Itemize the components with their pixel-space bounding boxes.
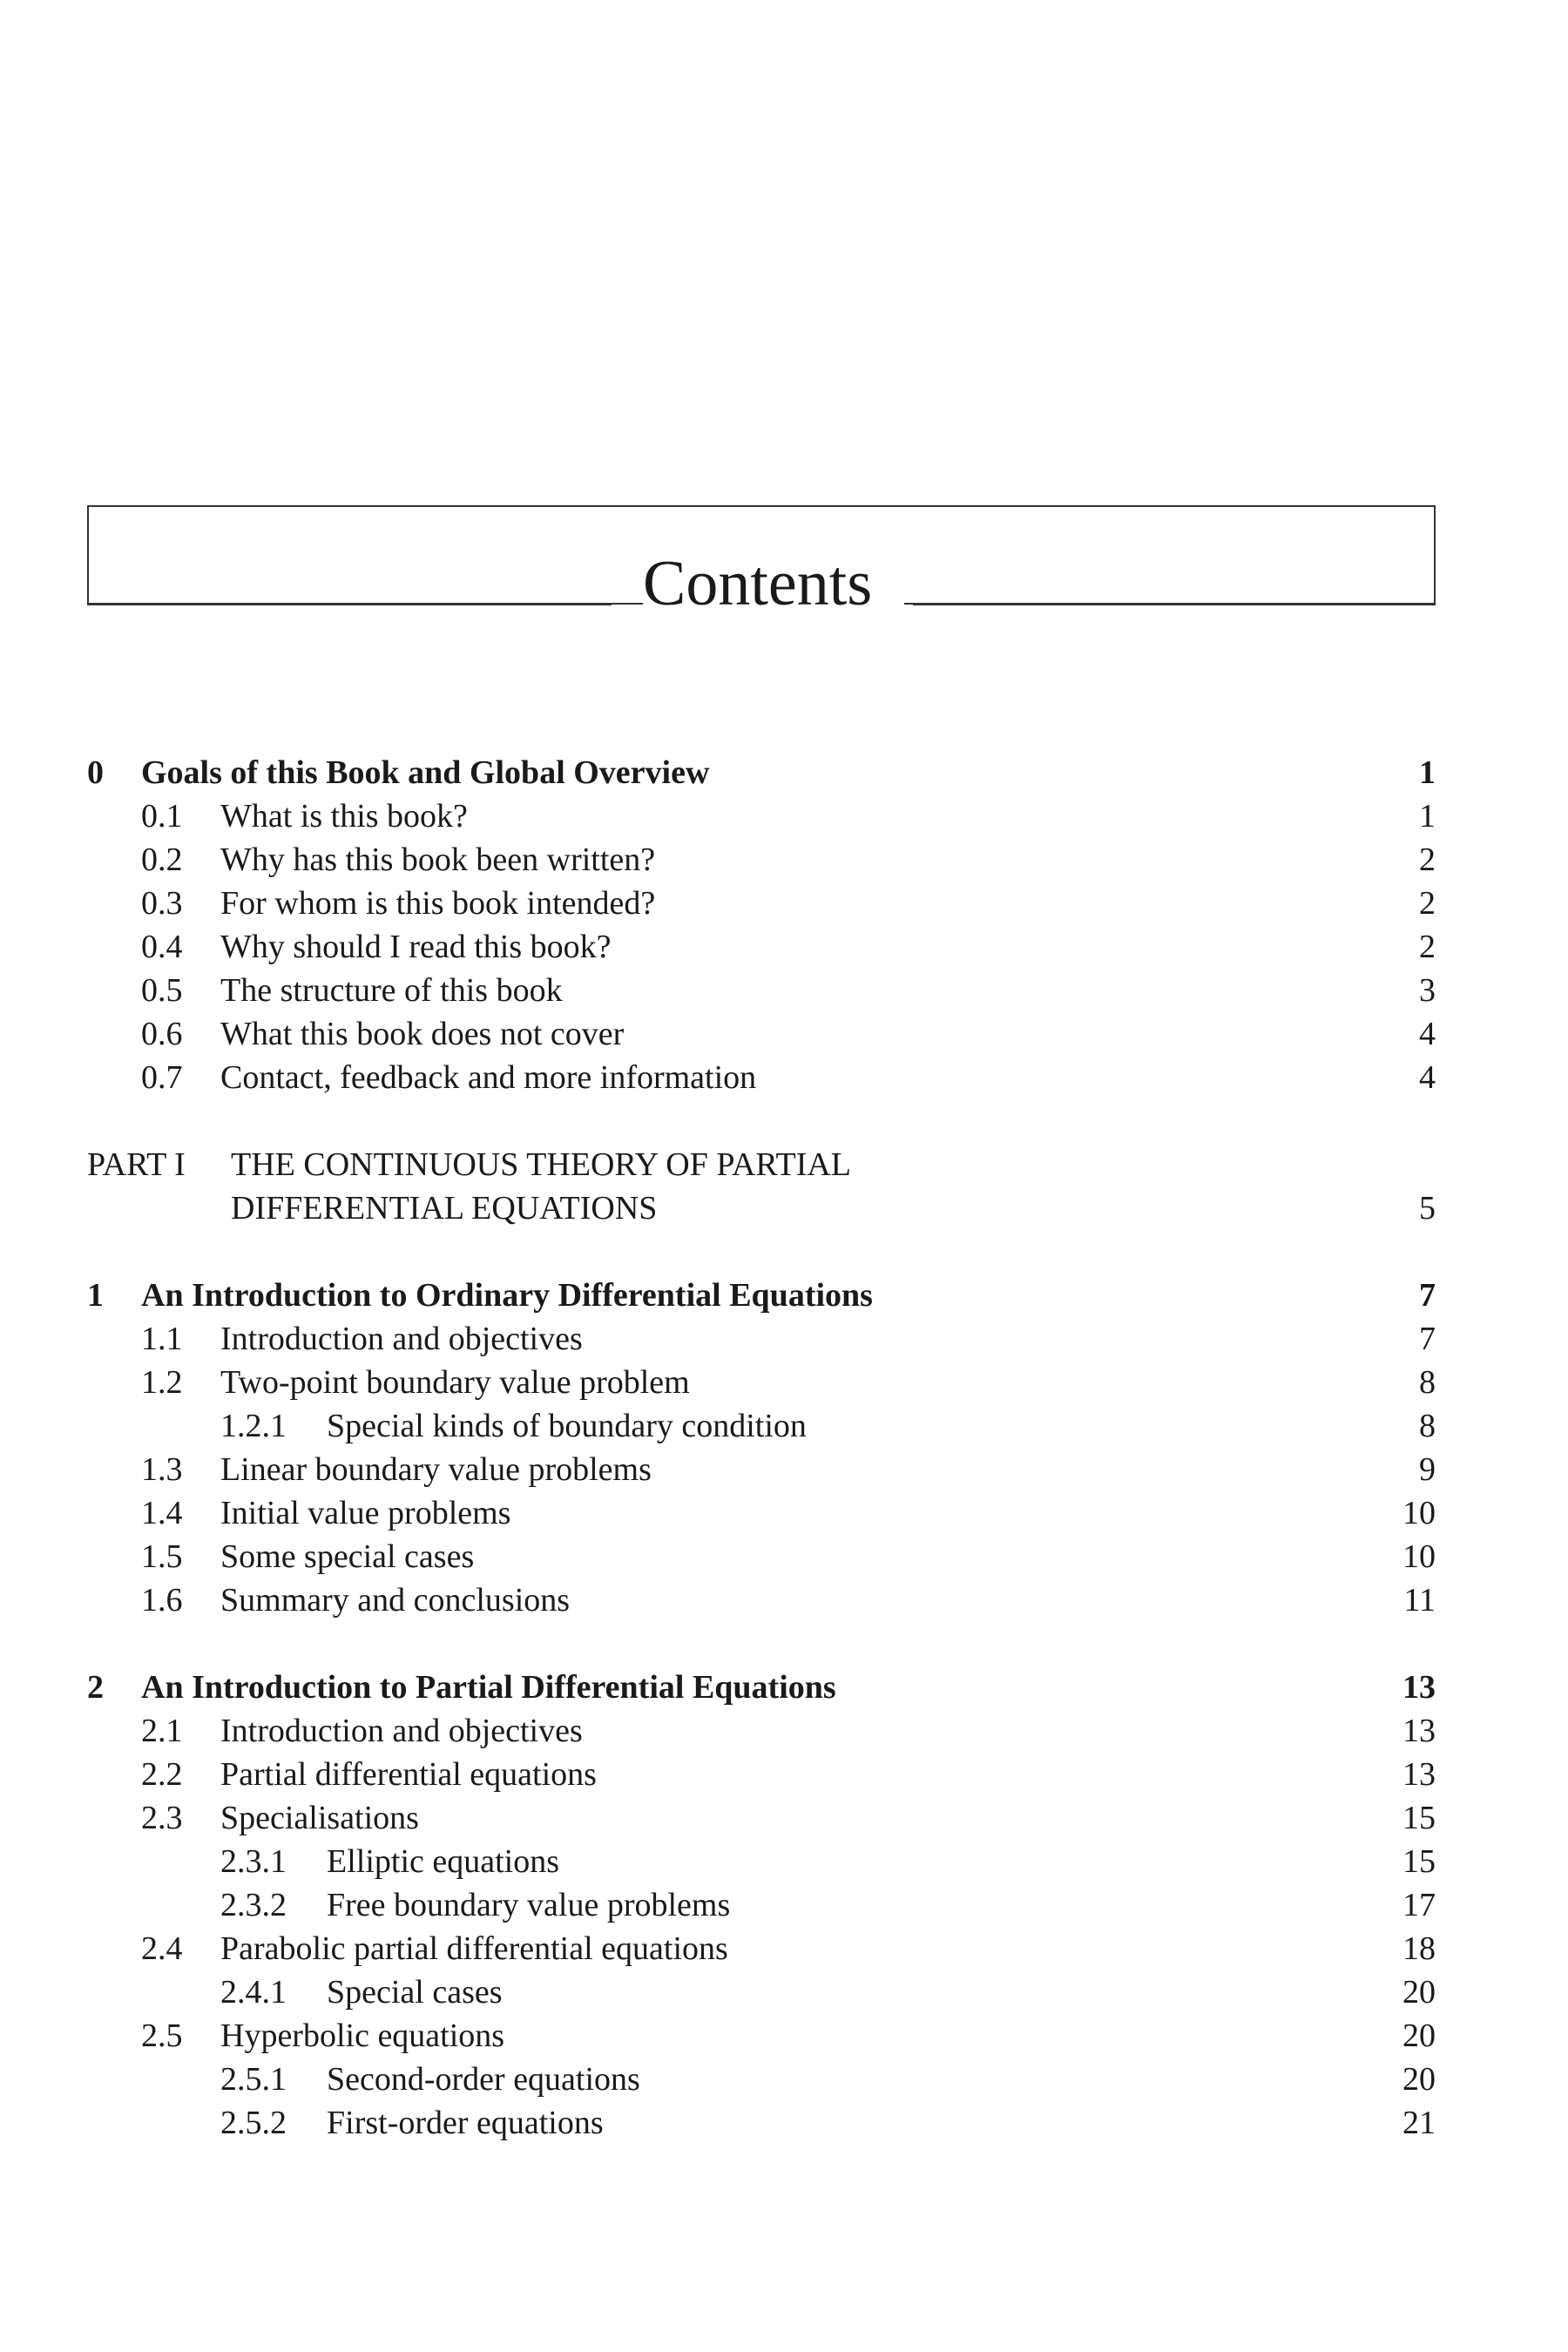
part-title-line-2: DIFFERENTIAL EQUATIONS bbox=[231, 1190, 658, 1227]
page-number: 13 bbox=[1402, 1756, 1436, 1793]
section-title: Introduction and objectives bbox=[220, 1321, 583, 1357]
subsection-number: 2.4.1 bbox=[220, 1974, 287, 2011]
spacer bbox=[87, 1622, 1436, 1666]
subsection-title: First-order equations bbox=[327, 2105, 604, 2141]
page-number: 2 bbox=[1419, 841, 1436, 878]
page-number: 20 bbox=[1402, 1974, 1436, 2011]
page-number: 1 bbox=[1419, 798, 1436, 835]
section-number: 1.6 bbox=[141, 1582, 183, 1619]
section-title: Partial differential equations bbox=[220, 1756, 597, 1793]
section-number: 0.7 bbox=[141, 1059, 183, 1096]
toc-part-1-continued[interactable] bbox=[87, 1186, 1436, 1230]
subsection-number: 2.5.2 bbox=[220, 2105, 287, 2141]
subsection-number: 2.3.1 bbox=[220, 1843, 287, 1880]
section-number: 2.3 bbox=[141, 1800, 183, 1836]
subsection-title: Special kinds of boundary condition bbox=[327, 1408, 807, 1444]
page-number: 5 bbox=[1419, 1190, 1436, 1227]
section-title: Hyperbolic equations bbox=[220, 2017, 505, 2054]
subsection-number: 2.3.2 bbox=[220, 1887, 287, 1923]
page-number: 4 bbox=[1419, 1016, 1436, 1052]
toc-subsection-2-5-2[interactable] bbox=[87, 2101, 1436, 2145]
section-number: 1.1 bbox=[141, 1321, 183, 1357]
page-title: Contents bbox=[643, 549, 904, 618]
section-number: 0.2 bbox=[141, 841, 183, 878]
section-title: Why should I read this book? bbox=[220, 929, 612, 965]
toc-subsection-2-3-2[interactable] bbox=[87, 1883, 1436, 1927]
page-number: 7 bbox=[1419, 1321, 1436, 1357]
toc-section-0-3[interactable] bbox=[87, 882, 1436, 925]
section-title: Parabolic partial differential equations bbox=[220, 1930, 728, 1967]
subsection-title: Free boundary value problems bbox=[327, 1887, 731, 1923]
section-number: 1.2 bbox=[141, 1364, 183, 1401]
toc-subsection-1-2-1[interactable] bbox=[87, 1404, 1436, 1448]
chapter-title: Goals of this Book and Global Overview bbox=[141, 754, 710, 791]
section-number: 0.3 bbox=[141, 885, 183, 922]
page-number: 15 bbox=[1402, 1843, 1436, 1880]
chapter-title: An Introduction to Partial Differential Equations bbox=[141, 1669, 836, 1706]
page-number: 17 bbox=[1402, 1887, 1436, 1923]
section-title: For whom is this book intended? bbox=[220, 885, 656, 922]
page-number: 18 bbox=[1402, 1930, 1436, 1967]
subsection-title: Second-order equations bbox=[327, 2061, 640, 2098]
toc-subsection-2-4-1[interactable] bbox=[87, 1970, 1436, 2014]
section-title: Some special cases bbox=[220, 1538, 475, 1575]
page-number: 1 bbox=[1419, 754, 1436, 791]
section-number: 0.4 bbox=[141, 929, 183, 965]
page-number: 9 bbox=[1419, 1451, 1436, 1488]
section-number: 0.6 bbox=[141, 1016, 183, 1052]
chapter-number: 1 bbox=[87, 1277, 104, 1314]
chapter-number: 0 bbox=[87, 754, 104, 791]
title-area bbox=[87, 540, 1436, 618]
section-number: 2.2 bbox=[141, 1756, 183, 1793]
toc-subsection-2-3-1[interactable] bbox=[87, 1840, 1436, 1883]
page-number: 8 bbox=[1419, 1364, 1436, 1401]
section-number: 1.4 bbox=[141, 1495, 183, 1531]
page-number: 11 bbox=[1403, 1582, 1436, 1619]
toc-section-1-6[interactable] bbox=[87, 1578, 1436, 1622]
section-title: Two-point boundary value problem bbox=[220, 1364, 690, 1401]
toc-chapter-0[interactable] bbox=[87, 751, 1436, 794]
page-number: 2 bbox=[1419, 885, 1436, 922]
toc-section-0-2[interactable] bbox=[87, 838, 1436, 882]
section-title: Initial value problems bbox=[220, 1495, 511, 1531]
subsection-title: Elliptic equations bbox=[327, 1843, 560, 1880]
toc-section-2-2[interactable] bbox=[87, 1753, 1436, 1796]
section-number: 2.1 bbox=[141, 1713, 183, 1749]
page-number: 21 bbox=[1402, 2105, 1436, 2141]
toc-section-0-5[interactable] bbox=[87, 969, 1436, 1012]
page-number: 20 bbox=[1402, 2017, 1436, 2054]
section-title: Summary and conclusions bbox=[220, 1582, 571, 1619]
chapter-number: 2 bbox=[87, 1669, 104, 1706]
page-number: 10 bbox=[1402, 1538, 1436, 1575]
toc-section-1-3[interactable] bbox=[87, 1448, 1436, 1491]
part-number: PART I bbox=[87, 1146, 186, 1183]
section-title: Specialisations bbox=[220, 1800, 419, 1836]
section-number: 1.3 bbox=[141, 1451, 183, 1488]
page-number: 7 bbox=[1419, 1277, 1436, 1314]
toc-section-1-1[interactable] bbox=[87, 1317, 1436, 1361]
section-number: 0.5 bbox=[141, 972, 183, 1009]
toc-chapter-1[interactable] bbox=[87, 1274, 1436, 1317]
page-number: 15 bbox=[1402, 1800, 1436, 1836]
page-number: 13 bbox=[1402, 1713, 1436, 1749]
toc-section-2-5[interactable] bbox=[87, 2014, 1436, 2058]
section-title: What is this book? bbox=[220, 798, 468, 835]
page-number: 20 bbox=[1402, 2061, 1436, 2098]
table-of-contents bbox=[87, 751, 1436, 2145]
toc-chapter-2[interactable] bbox=[87, 1666, 1436, 1709]
spacer bbox=[87, 1230, 1436, 1274]
toc-section-1-5[interactable] bbox=[87, 1535, 1436, 1578]
section-title: Contact, feedback and more information bbox=[220, 1059, 757, 1096]
subsection-number: 2.5.1 bbox=[220, 2061, 287, 2098]
toc-section-0-7[interactable] bbox=[87, 1056, 1436, 1099]
page-number: 2 bbox=[1419, 929, 1436, 965]
toc-section-1-4[interactable] bbox=[87, 1491, 1436, 1535]
subsection-title: Special cases bbox=[327, 1974, 503, 2011]
section-number: 2.4 bbox=[141, 1930, 183, 1967]
toc-section-2-4[interactable] bbox=[87, 1927, 1436, 1970]
section-title: The structure of this book bbox=[220, 972, 563, 1009]
page-number: 8 bbox=[1419, 1408, 1436, 1444]
toc-section-1-2[interactable] bbox=[87, 1361, 1436, 1404]
toc-section-2-3[interactable] bbox=[87, 1796, 1436, 1840]
section-title: Introduction and objectives bbox=[220, 1713, 583, 1749]
page-number: 4 bbox=[1419, 1059, 1436, 1096]
section-title: Why has this book been written? bbox=[220, 841, 656, 878]
toc-section-0-1[interactable] bbox=[87, 794, 1436, 838]
spacer bbox=[87, 1099, 1436, 1143]
toc-part-1[interactable] bbox=[87, 1143, 1436, 1186]
title-rule-left bbox=[87, 604, 612, 605]
toc-section-0-4[interactable] bbox=[87, 925, 1436, 969]
page-number: 10 bbox=[1402, 1495, 1436, 1531]
toc-subsection-2-5-1[interactable] bbox=[87, 2058, 1436, 2101]
chapter-title: An Introduction to Ordinary Differential Equations bbox=[141, 1277, 873, 1314]
section-title: Linear boundary value problems bbox=[220, 1451, 652, 1488]
toc-section-0-6[interactable] bbox=[87, 1012, 1436, 1056]
page-number: 3 bbox=[1419, 972, 1436, 1009]
title-rule-right bbox=[913, 604, 1436, 605]
section-number: 0.1 bbox=[141, 798, 183, 835]
toc-section-2-1[interactable] bbox=[87, 1709, 1436, 1753]
section-number: 2.5 bbox=[141, 2017, 183, 2054]
part-title-line-1: THE CONTINUOUS THEORY OF PARTIAL bbox=[231, 1146, 852, 1183]
page-number: 13 bbox=[1402, 1669, 1436, 1706]
section-number: 1.5 bbox=[141, 1538, 183, 1575]
section-title: What this book does not cover bbox=[220, 1016, 625, 1052]
subsection-number: 1.2.1 bbox=[220, 1408, 287, 1444]
